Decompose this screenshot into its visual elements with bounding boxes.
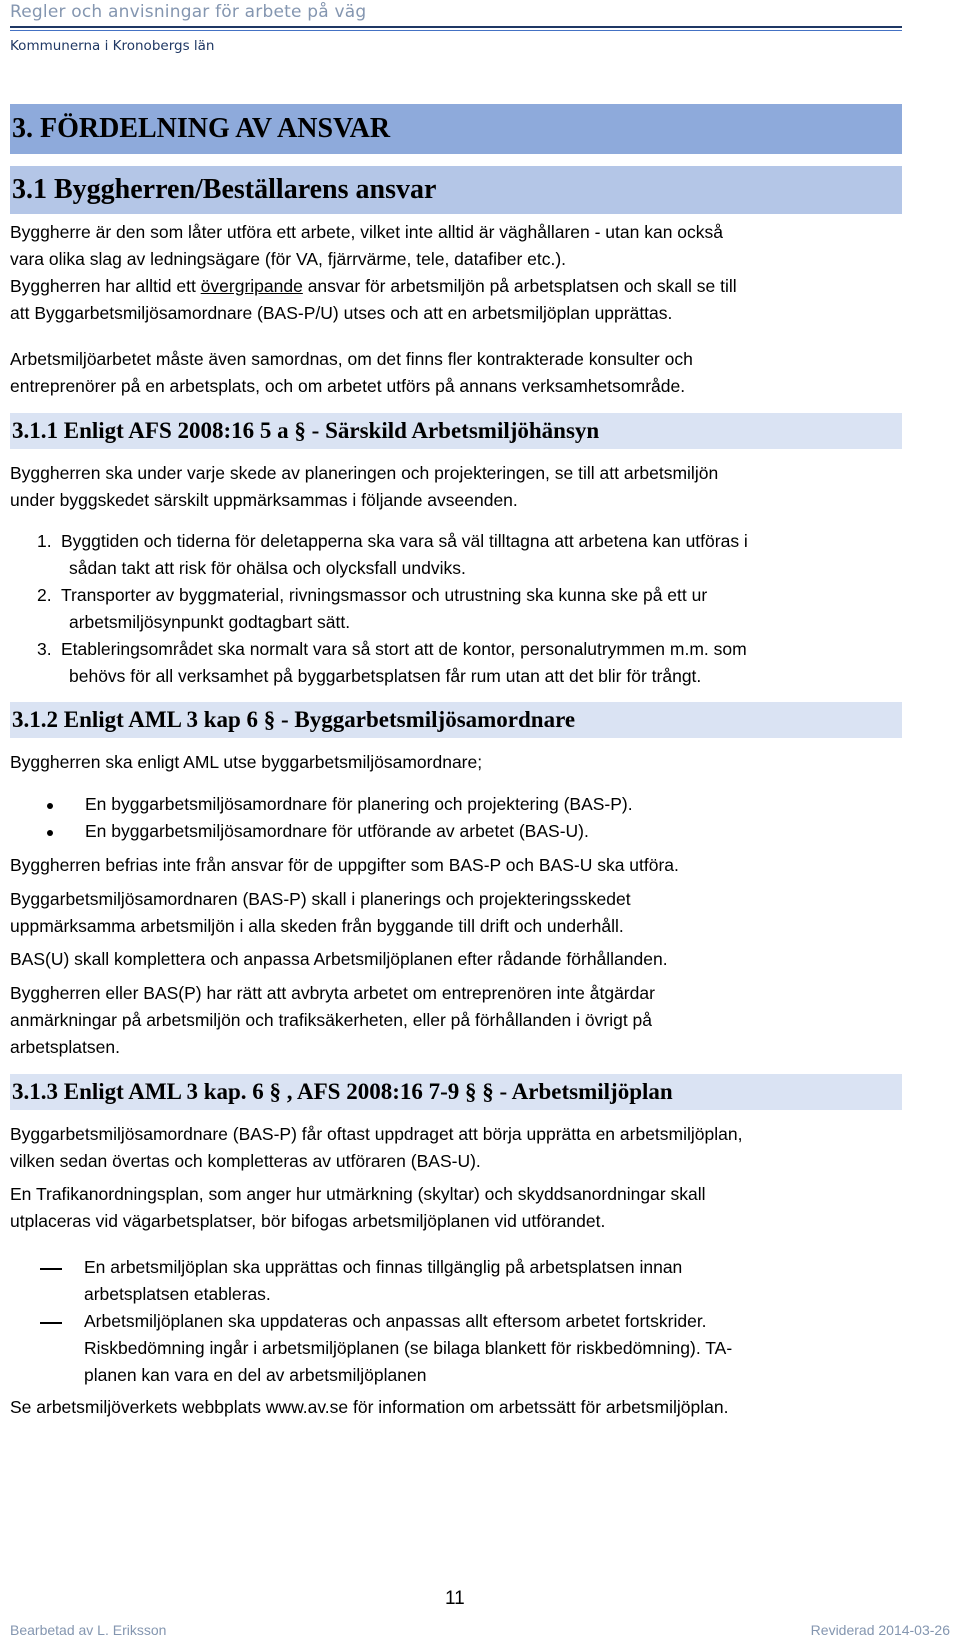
chapter-heading: 3. FÖRDELNING AV ANSVAR [10,104,902,154]
dash-bullet-icon [40,1322,62,1324]
s312-paragraph-5 [10,980,910,1061]
text-line: Riskbedömning ingår i arbetsmiljöplanen (se bilaga blankett för riskbedömning). TA- [84,1338,733,1358]
text-line [10,273,910,300]
intro-paragraph-3 [10,346,910,400]
text-line: Arbetsmiljöarbetet måste även samordnas, om det finns fler kontrakterade konsulter och [10,349,693,369]
s313-paragraph-2 [10,1181,910,1235]
dash-bullet-icon [40,1268,62,1270]
subsection-heading-311: 3.1.1 Enligt AFS 2008:16 5 a § - Särskild Arbetsmiljöhänsyn [10,413,902,449]
text-line: utplaceras vid vägarbetsplatser, bör bifogas arbetsmiljöplanen vid utförandet. [10,1211,606,1231]
text-line: arbetsplatsen. [10,1037,120,1057]
text-line: Etableringsområdet ska normalt vara så stort att de kontor, personalutrymmen m.m. som [61,639,747,659]
text-line: planen kan vara en del av arbetsmiljöplanen [84,1365,427,1385]
text-line: under byggskedet särskilt uppmärksammas i följande avseenden. [10,490,518,510]
footer-author: Bearbetad av L. Eriksson [10,1622,167,1638]
text-line: En arbetsmiljöplan ska upprättas och finnas tillgänglig på arbetsplatsen innan [84,1257,683,1277]
text-line: vilken sedan övertas och kompletteras av utföraren (BAS-U). [10,1151,481,1171]
subsection-heading-313: 3.1.3 Enligt AML 3 kap. 6 § , AFS 2008:16 7-9 § § - Arbetsmiljöplan [10,1074,902,1110]
list-number: 2. [37,585,52,605]
list-number: 1. [37,531,52,551]
footer-revision: Reviderad 2014-03-26 [810,1622,950,1638]
s312-paragraph-4: BAS(U) skall komplettera och anpassa Arbetsmiljöplanen efter rådande förhållanden. [10,949,668,969]
subsection-heading-312: 3.1.2 Enligt AML 3 kap 6 § - Byggarbetsmiljösamordnare [10,702,902,738]
header-rule [10,26,902,28]
s312-paragraph-2: Byggherren befrias inte från ansvar för de uppgifter som BAS-P och BAS-U ska utföra. [10,855,679,875]
s311-paragraph [10,460,910,514]
text-line: Byggherren eller BAS(P) har rätt att avbryta arbetet om entreprenören inte åtgärdar [10,983,655,1003]
text-line: uppmärksamma arbetsmiljön i alla skeden från byggande till drift och underhåll. [10,916,624,936]
text-line: entreprenörer på en arbetsplats, och om arbetet utförs på annans verksamhetsområde. [10,376,686,396]
page-number: 11 [445,1588,465,1609]
dash-item [84,1308,732,1389]
list-number: 3. [37,639,52,659]
text-line: En Trafikanordningsplan, som anger hur utmärkning (skyltar) och skyddsanordningar skall [10,1184,706,1204]
s312-paragraph-1: Byggherren ska enligt AML utse byggarbetsmiljösamordnare; [10,752,483,772]
text-line: Byggherre är den som låter utföra ett arbete, vilket inte alltid är väghållaren - utan kan också [10,222,724,242]
text-line: Byggarbetsmiljösamordnaren (BAS-P) skall i planerings och projekteringsskedet [10,889,631,909]
header-subtitle: Kommunerna i Kronobergs län [10,38,215,54]
intro-paragraph-1 [10,219,910,273]
header-rule-thin [10,30,902,31]
bullet-icon [47,830,53,836]
text-span: Byggherren har alltid ett [10,276,201,296]
bullet-icon [47,803,53,809]
intro-paragraph-2 [10,273,910,327]
text-line: anmärkningar på arbetsmiljön och trafiksäkerheten, eller på förhållanden i övrigt på [10,1010,653,1030]
text-line: Byggherren ska under varje skede av planeringen och projekteringen, se till att arbetsmiljön [10,463,719,483]
bullet-item: En byggarbetsmiljösamordnare för planering och projektering (BAS-P). [85,794,633,814]
s313-paragraph-3: Se arbetsmiljöverkets webbplats www.av.se för information om arbetssätt för arbetsmiljöplan. [10,1397,729,1417]
text-line: Byggtiden och tiderna för deletapperna ska vara så väl tilltagna att arbetena kan utföras i [61,531,748,551]
underlined-text: övergripande [200,276,303,296]
section-heading: 3.1 Byggherren/Beställarens ansvar [10,166,902,214]
bullet-item: En byggarbetsmiljösamordnare för utförande av arbetet (BAS-U). [85,821,589,841]
header-title: Regler och anvisningar för arbete på väg [10,2,367,22]
text-line: sådan takt att risk för ohälsa och olycksfall undviks. [69,558,466,578]
list-item [61,582,707,636]
text-span: ansvar för arbetsmiljön på arbetsplatsen och skall se till [302,276,737,296]
text-line: att Byggarbetsmiljösamordnare (BAS-P/U) utses och att en arbetsmiljöplan upprättas. [10,303,673,323]
text-line: vara olika slag av ledningsägare (för VA, fjärrvärme, tele, datafiber etc.). [10,249,567,269]
text-line: Byggarbetsmiljösamordnare (BAS-P) får oftast uppdraget att börja upprätta en arbetsmiljöplan, [10,1124,743,1144]
list-item [61,636,747,690]
text-line: arbetsplatsen etableras. [84,1284,271,1304]
s312-paragraph-3 [10,886,910,940]
dash-item [84,1254,682,1308]
list-item [61,528,748,582]
text-line: Transporter av byggmaterial, rivningsmassor och utrustning ska kunna ske på ett ur [61,585,708,605]
text-line: Arbetsmiljöplanen ska uppdateras och anpassas allt eftersom arbetet fortskrider. [84,1311,707,1331]
s313-paragraph-1 [10,1121,910,1175]
text-line: behövs för all verksamhet på byggarbetsplatsen får rum utan att det blir för trångt. [69,666,702,686]
text-line: arbetsmiljösynpunkt godtagbart sätt. [69,612,351,632]
